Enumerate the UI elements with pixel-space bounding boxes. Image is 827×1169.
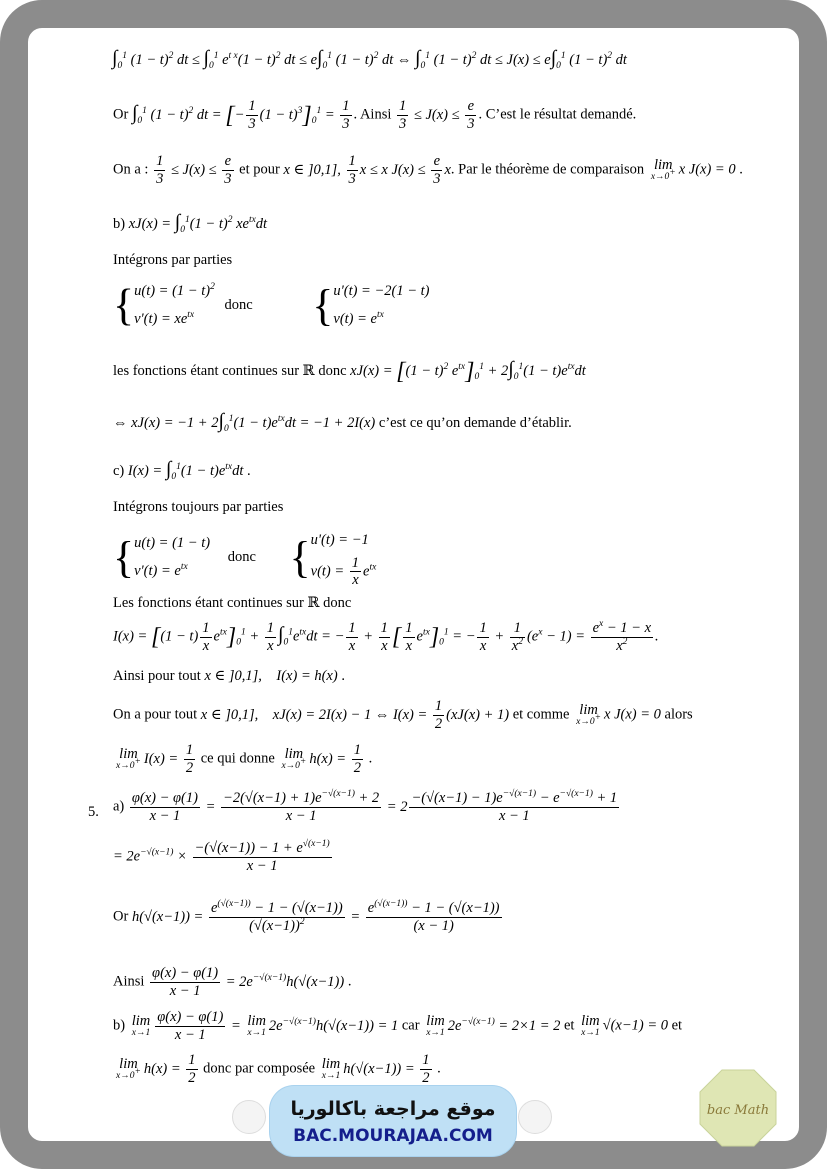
- svg-text:bac Math: bac Math: [706, 1103, 770, 1118]
- parts-system-2: {u(t) = (1 − t) $v'(t) = e^{tx}$ donc {u'(t) = −1 v(t) = $\frac{1}{x}$ $e^{tx}$: [113, 532, 377, 589]
- integration-by-parts-heading: Intégrons par parties: [113, 252, 233, 268]
- I-computation-line: I(x) = [(1 − t) $\frac{1}{x}$ $e^{tx}]_0^1$ + $\frac{1}{x}$ $\int_0^1e^{tx}dt$ = − $\frac{1}{x}$ + $\frac{1}{x}$ [ $\frac{1}{x}$ $e^{tx}]_0^1$ = − $\frac{1}{x}$ + $\frac{1}{x^2}$ $(e^x - 1)$ = $\frac{e^x - 1 - x}{x^2}$ .: [113, 619, 659, 654]
- part-c-line: c) $I(x) = \int_0^1(1 - t)e^{tx}dt$ .: [113, 458, 251, 482]
- composition-line: lim x→0+ h(x) = $\frac{1}{2}$ donc par composée lim x→1 h(√(x−1)) = $\frac{1}{2}$ .: [116, 1052, 441, 1086]
- right-seal-icon: [518, 1100, 552, 1134]
- part-b-line: b) $xJ(x) = \int_0^1(1 - t)^2$ $xe^{tx}dt$: [113, 211, 268, 235]
- h-sqrt-line: Or h(√(x−1)) = $\frac{e^{(√(x-1))} - 1 - (√(x-1))}{(√(x-1))^2}$ = $\frac{e^{(√(x-1))} - 1 - (√(x-1))}{(x - 1)}$: [113, 899, 500, 934]
- parts-system-1: {$u(t) = (1 - t)^2$ $v'(t) = xe^{tx}$ donc {u'(t) = −2(1 − t) $v(t) = e^{tx}$: [113, 280, 430, 330]
- I-equals-h-line: Ainsi pour tout x ∈ ]0,1], I(x) = h(x) .: [113, 668, 345, 684]
- inequality-line: $\int_0^1$ $(1 - t)^2$ dt ≤ $\int_0^1$ $e^{t x}(1 - t)^2$ dt ≤ $e\int_0^1$ $(1 - t)^2$ dt ⇔ $\int_0^1$ $(1 - t)^2$ dt ≤ $J(x) \le e\int_0^1$ $(1 - t)^2$ dt: [112, 47, 627, 71]
- equivalence-line: ⇔ $xJ(x) = -1 + 2\int_0^1(1 - t)e^{tx}dt = -1 + 2I(x)$ c’est ce qu’on demande d’établir.: [113, 410, 572, 434]
- q5a-line-2: = $2e^{-√(x-1)}$ × $\frac{-(√(x-1)) - 1 + e^{√(x-1)}}{x - 1}$: [113, 839, 330, 874]
- banner-arabic-title: موقع مراجعة باكالوريا: [290, 1098, 496, 1120]
- continuity-line: Les fonctions étant continues sur ℝ donc: [113, 595, 352, 611]
- parts-result-line: les fonctions étant continues sur ℝ donc $xJ(x) = [(1 - t)^2$ $e^{tx}]_0^1 + 2\int_0^1(1 - t)e^{tx}dt$: [113, 358, 586, 385]
- limit-relation-line: On a pour tout x ∈ ]0,1], xJ(x) = 2I(x) − 1 ⇔ I(x) = $\frac{1}{2}$ (xJ(x) + 1) et comme lim x→0+ x J(x) = 0 alors: [113, 698, 693, 732]
- left-seal-icon: [232, 1100, 266, 1134]
- question-number: 5.: [88, 804, 99, 820]
- q5a-line: a) $\frac{\varphi(x) - \varphi(1)}{x - 1}$ = $\frac{-2(√(x-1) + 1)e^{-√(x-1)} + 2}{x - 1}$ = 2 $\frac{-(√(x-1) - 1)e^{-√(x-1)} - e^{-√(x-1)} + 1}{x - 1}$: [113, 789, 618, 824]
- integration-by-parts-heading-2: Intégrons toujours par parties: [113, 499, 284, 515]
- banner-url[interactable]: BAC.MOURAJAA.COM: [293, 1126, 493, 1146]
- bac-math-logo-icon: [698, 1068, 778, 1148]
- integral-value-line: Or $\int_0^1$ $(1 - t)^2$ dt = [− $\frac{1}{3}$ $(1 - t)^3]_0^1$ = $\frac{1}{3}$ . Ainsi $\frac{1}{3}$ ≤ J(x) ≤ $\frac{e}{3}$ . C’est le résultat demandé.: [113, 98, 637, 132]
- comparison-line: On a : $\frac{1}{3}$ ≤ J(x) ≤ $\frac{e}{3}$ et pour x ∈ ]0,1], $\frac{1}{3}$ x ≤ x J(x) ≤ $\frac{e}{3}$ x. Par le théorème de comparaison lim x→0+ x J(x) = 0 .: [113, 153, 743, 187]
- ainsi-line: Ainsi $\frac{\varphi(x) - \varphi(1)}{x - 1}$ = $2e^{-√(x-1)}h(√(x-1))$ .: [113, 965, 352, 999]
- part-b-limit-line: b) lim x→1 $\frac{\varphi(x) - \varphi(1)}{x - 1}$ = lim x→1 $2e^{-√(x-1)}h(√(x-1)) = 1$ car lim x→1 $2e^{-√(x-1)} = 2\times 1 = 2$ et lim x→1 √(x−1) = 0 et: [113, 1009, 683, 1043]
- site-banner[interactable]: [270, 1086, 516, 1156]
- limit-h-line: lim x→0+ I(x) = $\frac{1}{2}$ ce qui donne lim x→0+ h(x) = $\frac{1}{2}$ .: [116, 742, 373, 776]
